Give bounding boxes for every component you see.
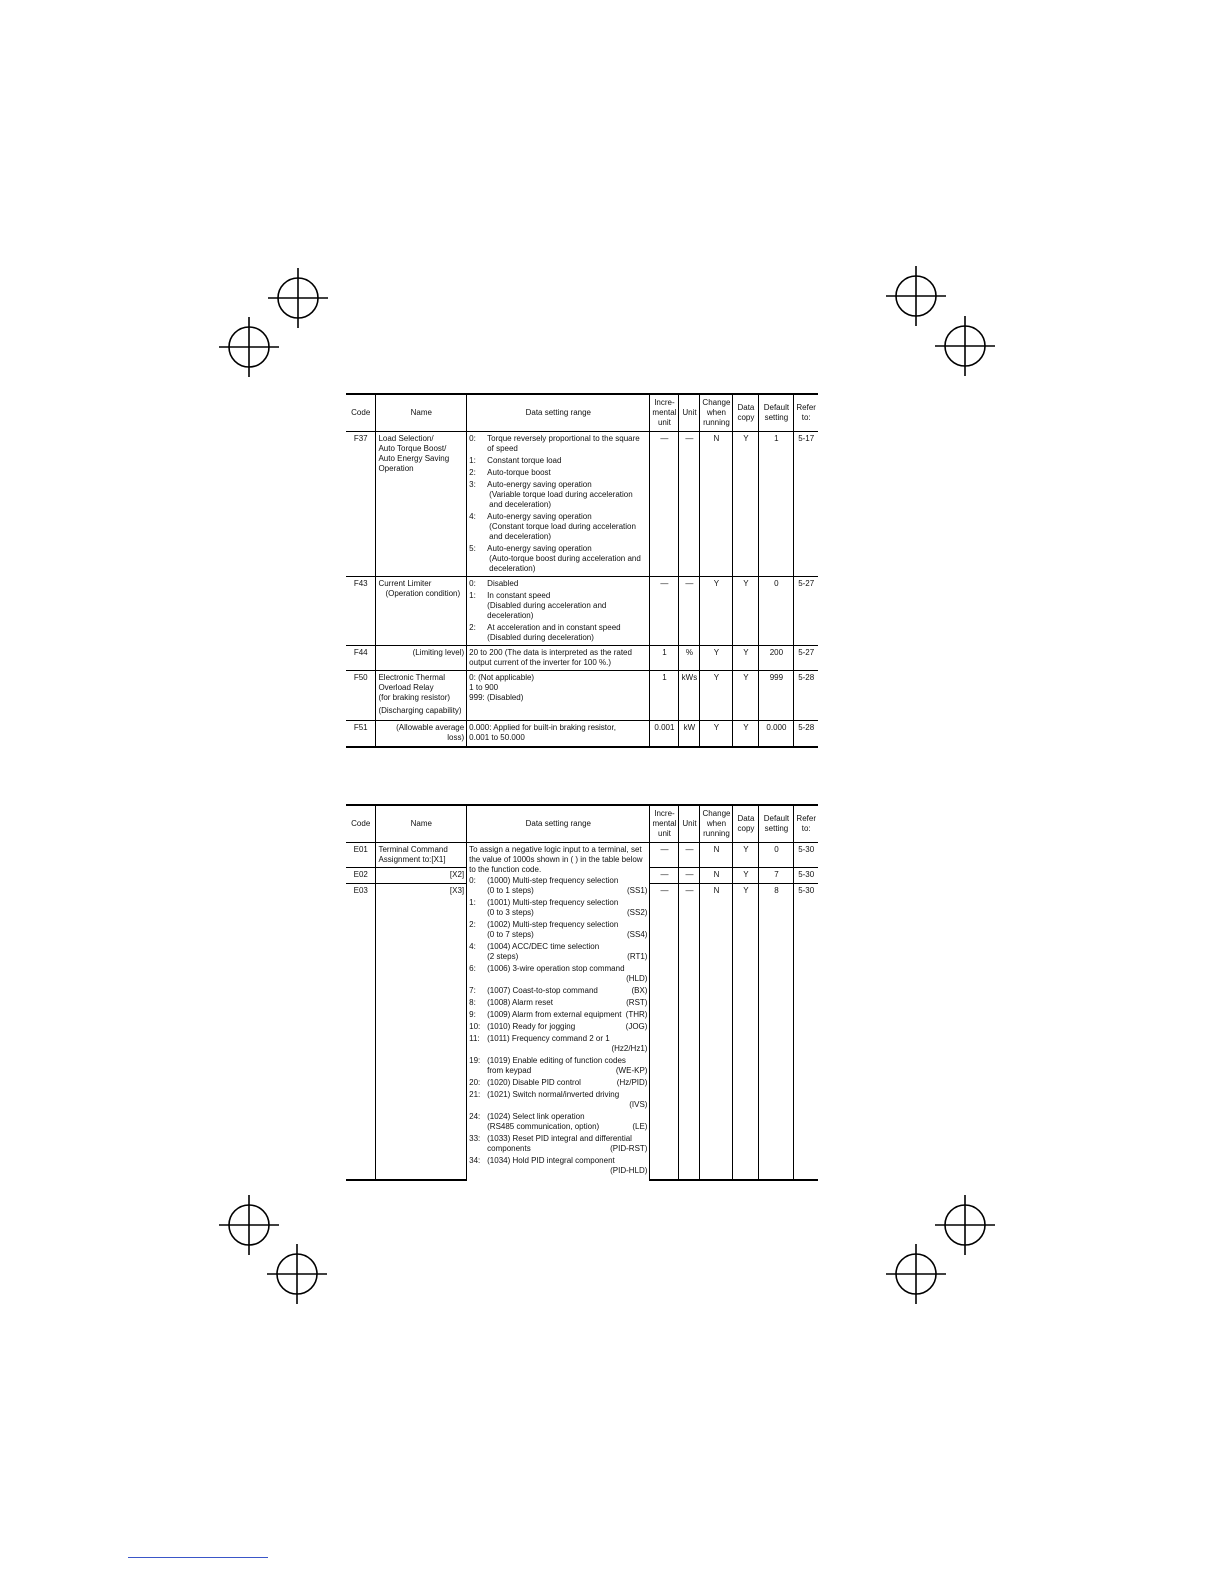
option-number: 20: [469,1077,481,1087]
option-item: 1: In constant speed (Disabled during acceleration and deceleration) [469,590,607,620]
option-subtext: (0 to 7 steps) [487,929,534,939]
header-unit: Unit [679,394,700,431]
name-cell: (Limiting level) [376,645,467,670]
range-cell: To assign a negative logic input to a terminal, set the value of 1000s shown in ( ) in the table below to the function code. 0: (1000) Multi-step frequency selection (0 to 1 steps) (SS1) 1: (1001) Multi-step frequency selection (0 to 3 steps) (SS2) 2: (1002) Multi-step frequency selection (0 to 7 steps) (SS4) 4: (1004) ACC/DEC time selection (2 steps) (RT1) 6: (1006) 3-wire operation stop command (HLD) 7: (1007) Coast-to-stop command (BX) 8: (1008) Alarm reset (RST) 9: (1009) Alarm from external equipment (THR) 10: (1010) Ready for jogging (JOG) 11: (1011) Frequency command 2 or 1 (Hz2/Hz1) 19: (1019) Enable editing of function codes from keypad (WE-KP) 20: (1020) Disable PID control (Hz/PID) 21: (1021) Switch normal/inverted driving (IVS) 24: (1024) Select link operation (RS485 communication, option) (LE) 33: (1033) Reset PID integral and differential components (PID-RST) 34: (1034) Hold PID integral component (PID-HLD) [467,842,650,1180]
option-item [469,964,647,984]
option-subtext: (0 to 1 steps) [487,885,534,895]
code-cell: F50 [346,670,376,720]
option-item: 2: At acceleration and in constant speed (Disabled during deceleration) [469,622,621,642]
option-text: (1010) Ready for jogging [487,1021,576,1031]
header-data-setting-range: Data setting range [467,394,650,431]
change-cell: Y [700,645,733,670]
name-cell: Terminal Command Assignment to:[X1] [376,842,467,867]
registration-mark-icon [886,1244,946,1304]
default-cell: 200 [759,645,794,670]
range-cell [467,431,650,576]
refer-cell: 5-30 [794,883,818,1179]
header-incremental-unit: Incre- mental unit [650,394,679,431]
option-number: 0: [469,875,476,885]
option-item [469,898,647,918]
option-text: (1009) Alarm from external equipment [487,1009,622,1019]
option-number: 24: [469,1111,481,1121]
option-item [469,1010,647,1020]
unit-cell: — [679,883,700,1179]
option-tag: (SS2) [627,907,648,917]
option-number: 21: [469,1089,481,1099]
option-subtext: (0 to 3 steps) [487,907,534,917]
copy-cell: Y [733,431,759,576]
name-cell: [X3] [376,883,467,1179]
code-cell: F44 [346,645,376,670]
option-subtext: (RS485 communication, option) [487,1121,600,1131]
option-item: 0: Disabled [469,578,519,588]
header-data-copy: Data copy [733,394,759,431]
option-text: (1034) Hold PID integral component [487,1155,615,1165]
option-item [469,998,647,1008]
copy-cell: Y [733,576,759,645]
option-number: 19: [469,1055,481,1065]
option-subtext: (2 steps) [487,951,519,961]
name-cell: Electronic Thermal Overload Relay (for braking resistor) (Discharging capability) [376,670,467,720]
change-cell: N [700,867,733,883]
refer-cell: 5-28 [794,670,818,720]
option-text: (1011) Frequency command 2 or 1 [487,1033,610,1043]
option-tag: (SS4) [627,929,648,939]
option-item: 3: Auto-energy saving operation (Variable torque load during acceleration and deceleration) [469,479,633,509]
copy-cell: Y [733,842,759,867]
incremental-unit-cell: — [650,431,679,576]
header-code: Code [346,805,376,842]
incremental-unit-cell: 1 [650,645,679,670]
range-cell: 20 to 200 (The data is interpreted as the rated output current of the inverter for 100 %.) [467,645,650,670]
option-text: (1019) Enable editing of function codes [487,1055,626,1065]
incremental-unit-cell: — [650,576,679,645]
unit-cell: % [679,645,700,670]
option-item [469,1078,647,1088]
function-code-table-f [346,393,818,748]
option-text: (1024) Select link operation [487,1111,585,1121]
option-item: 1: Constant torque load [469,455,562,465]
default-cell: 1 [759,431,794,576]
option-tag: (Hz2/Hz1) [611,1043,648,1053]
option-tag: (RST) [626,997,648,1007]
range-cell [467,576,650,645]
option-tag: (PID-HLD) [610,1165,648,1175]
option-tag: (WE-KP) [615,1065,648,1075]
change-cell: N [700,883,733,1179]
copy-cell: Y [733,883,759,1179]
incremental-unit-cell: 0.001 [650,720,679,747]
option-tag: (LE) [632,1121,648,1131]
option-item [469,1156,647,1176]
option-item [469,1090,647,1110]
name-cell: (Allowable average loss) [376,720,467,747]
option-item [469,942,647,962]
option-text: (1008) Alarm reset [487,997,553,1007]
option-number: 10: [469,1021,481,1031]
option-tag: (RT1) [627,951,648,961]
range-cell: 0: (Not applicable) 1 to 900 999: (Disabled) [467,670,650,720]
incremental-unit-cell: 1 [650,670,679,720]
refer-cell: 5-17 [794,431,818,576]
option-number: 34: [469,1155,481,1165]
option-tag: (BX) [631,985,648,995]
refer-cell: 5-30 [794,842,818,867]
default-cell: 0 [759,842,794,867]
option-text: (1002) Multi-step frequency selection [487,919,619,929]
unit-cell: kW [679,720,700,747]
option-tag: (Hz/PID) [616,1077,648,1087]
option-item [469,1034,647,1054]
refer-cell: 5-30 [794,867,818,883]
code-cell: E01 [353,844,368,854]
option-item: 4: Auto-energy saving operation (Constant torque load during acceleration and deceleration) [469,511,636,541]
option-subtext: from keypad [487,1065,532,1075]
option-text: (1020) Disable PID control [487,1077,581,1087]
registration-mark-icon [267,1244,327,1304]
option-tag: (JOG) [625,1021,648,1031]
option-item: 2: Auto-torque boost [469,467,551,477]
option-item [469,1134,647,1154]
copy-cell: Y [733,670,759,720]
header-refer-to: Refer to: [794,805,818,842]
option-text: (1006) 3-wire operation stop command [487,963,625,973]
header-code: Code [346,394,376,431]
option-tag: (THR) [625,1009,648,1019]
name-cell: [X2] [376,867,467,883]
table-row [346,670,818,720]
unit-cell: kWs [679,670,700,720]
header-data-copy: Data copy [733,805,759,842]
range-cell: 0.000: Applied for built-in braking resistor, 0.001 to 50.000 [467,720,650,747]
refer-cell: 5-27 [794,576,818,645]
incremental-unit-cell: — [650,842,679,867]
option-tag: (PID-RST) [610,1143,648,1153]
unit-cell: — [679,867,700,883]
copy-cell: Y [733,867,759,883]
code-cell: F37 [353,433,368,443]
option-number: 2: [469,919,476,929]
table-row [346,720,818,747]
option-text: (1000) Multi-step frequency selection [487,875,619,885]
header-name: Name [376,394,467,431]
registration-mark-icon [935,316,995,376]
option-number: 9: [469,1009,476,1019]
table-row [346,431,818,576]
option-text: (1021) Switch normal/inverted driving [487,1089,620,1099]
change-cell: Y [700,720,733,747]
option-text: (1001) Multi-step frequency selection [487,897,619,907]
option-tag: (SS1) [627,885,648,895]
option-number: 6: [469,963,476,973]
option-number: 8: [469,997,476,1007]
default-cell: 7 [759,867,794,883]
default-cell: 0 [759,576,794,645]
unit-cell: — [679,842,700,867]
option-tag: (HLD) [626,973,648,983]
header-refer-to: Refer to: [794,394,818,431]
header-name: Name [376,805,467,842]
option-item [469,1022,647,1032]
option-tag: (IVS) [629,1099,648,1109]
change-cell: N [700,431,733,576]
option-list [469,876,647,1176]
option-text: (1004) ACC/DEC time selection [487,941,600,951]
header-change-when-running: Change when running [700,805,733,842]
table-row [346,842,818,867]
option-item [469,1112,647,1132]
header-incremental-unit: Incre- mental unit [650,805,679,842]
unit-cell: — [679,576,700,645]
incremental-unit-cell: — [650,867,679,883]
option-number: 7: [469,985,476,995]
option-text: (1007) Coast-to-stop command [487,985,598,995]
option-number: 33: [469,1133,481,1143]
option-item [469,1056,647,1076]
code-cell: F43 [346,576,376,645]
name-cell: Load Selection/ Auto Torque Boost/ Auto Energy Saving Operation [376,431,467,576]
change-cell: Y [700,670,733,720]
header-change-when-running: Change when running [700,394,733,431]
incremental-unit-cell: — [650,883,679,1179]
option-subtext: components [487,1143,531,1153]
option-item [469,986,647,996]
default-cell: 8 [759,883,794,1179]
option-text: (1033) Reset PID integral and differential [487,1133,632,1143]
option-item: 5: Auto-energy saving operation (Auto-torque boost during acceleration and deceleration) [469,543,641,573]
option-item [469,920,647,940]
option-item: 0: Torque reversely proportional to the square of speed [469,433,640,453]
code-cell: F51 [346,720,376,747]
table-row [346,576,818,645]
copy-cell: Y [733,720,759,747]
option-number: 1: [469,897,476,907]
change-cell: Y [700,576,733,645]
header-default-setting: Default setting [759,805,794,842]
code-cell: E03 [346,883,376,1179]
header-unit: Unit [679,805,700,842]
refer-cell: 5-27 [794,645,818,670]
name-cell: Current Limiter (Operation condition) [376,576,467,645]
default-cell: 0.000 [759,720,794,747]
refer-cell: 5-28 [794,720,818,747]
footer-rule [128,1557,268,1558]
change-cell: N [700,842,733,867]
function-code-table-e [346,804,818,1181]
header-default-setting: Default setting [759,394,794,431]
registration-mark-icon [219,317,279,377]
default-cell: 999 [759,670,794,720]
copy-cell: Y [733,645,759,670]
unit-cell: — [679,431,700,576]
header-data-setting-range: Data setting range [467,805,650,842]
code-cell: E02 [346,867,376,883]
option-item [469,876,647,896]
option-number: 11: [469,1033,480,1043]
option-number: 4: [469,941,476,951]
table-row [346,645,818,670]
